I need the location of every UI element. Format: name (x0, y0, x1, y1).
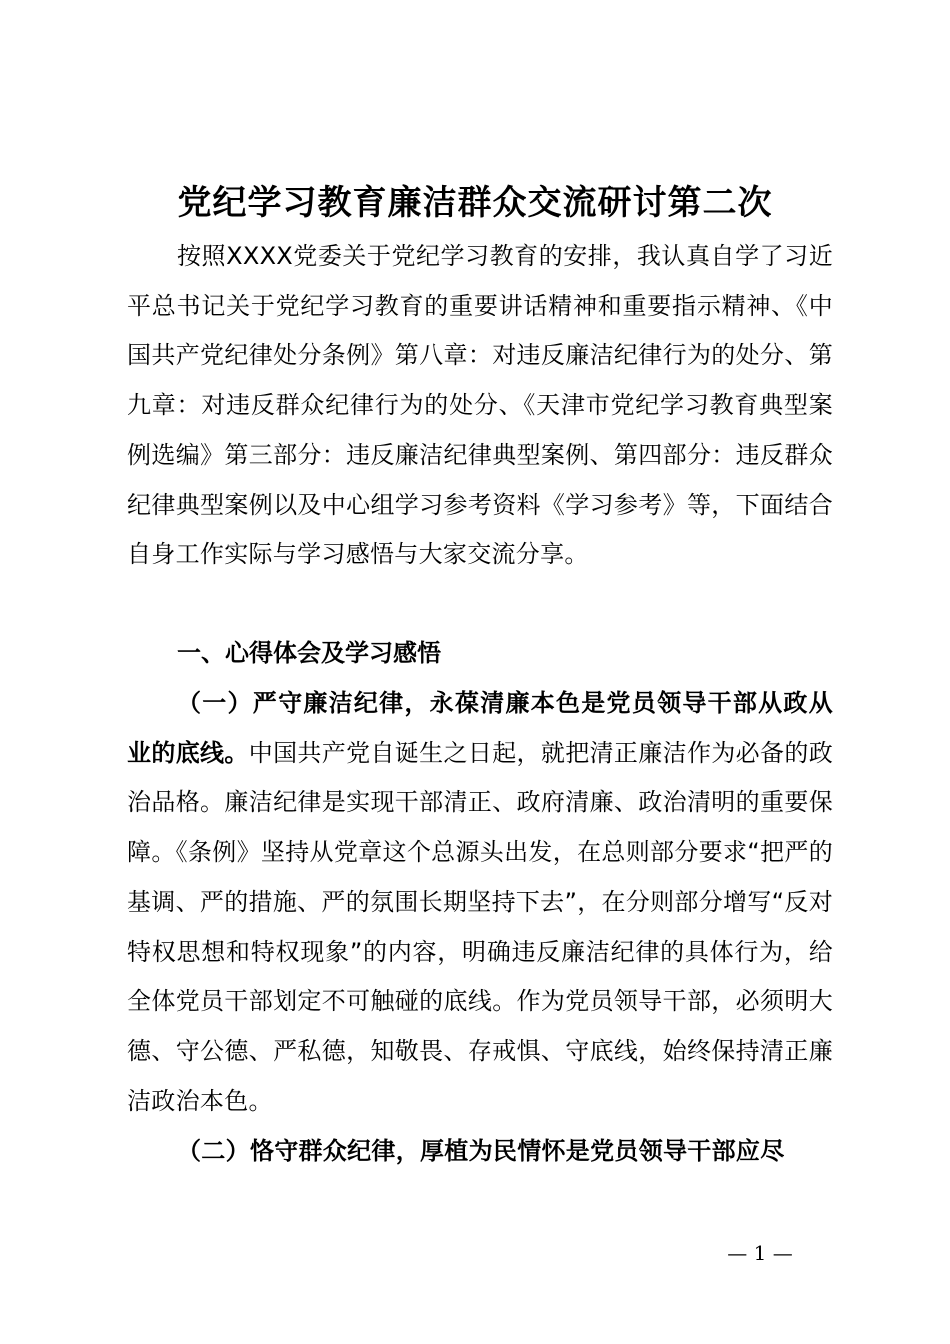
intro-paragraph: 按照XXXX党委关于党纪学习教育的安排，我认真自学了习近平总书记关于党纪学习教育的重要讲话精神和重要指示精神、《中国共产党纪律处分条例》第八章：对违反廉洁纪律行为的处分、第九章：对违反群众纪律行为的处分、《天津市党纪学习教育典型案例选编》第三部分：违反廉洁纪律典型案例、第四部分：违反群众纪律典型案例以及中心组学习参考资料《学习参考》等，下面结合自身工作实际与学习感悟与大家交流分享。 (127, 242, 833, 569)
section-heading: 一、心得体会及学习感悟 (177, 639, 441, 667)
page-number: — 1 — (727, 1241, 793, 1265)
subsection-1-paragraph (127, 679, 833, 1126)
subsection-2-heading: （二）恪守群众纪律，厚植为民情怀是党员领导干部应尽 (177, 1137, 785, 1165)
subsection-1-heading: （一）严守廉洁纪律，永葆清廉本色是党员领导干部从政从业的底线。 (127, 689, 833, 767)
subsection-1-body: 中国共产党自诞生之日起，就把清正廉洁作为必备的政治品格。廉洁纪律是实现干部清正、政府清廉、政治清明的重要保障。《条例》坚持从党章这个总源头出发，在总则部分要求“把严的基调、严的措施、严的氛围长期坚持下去”，在分则部分增写“反对特权思想和特权现象”的内容，明确违反廉洁纪律的具体行为，给全体党员干部划定不可触碰的底线。作为党员领导干部，必须明大德、守公德、严私德，知敬畏、存戒惧、守底线，始终保持清正廉洁政治本色。 (127, 738, 833, 1115)
subsection-2-paragraph (127, 1127, 833, 1177)
document-title: 党纪学习教育廉洁群众交流研讨第二次 (177, 183, 773, 223)
